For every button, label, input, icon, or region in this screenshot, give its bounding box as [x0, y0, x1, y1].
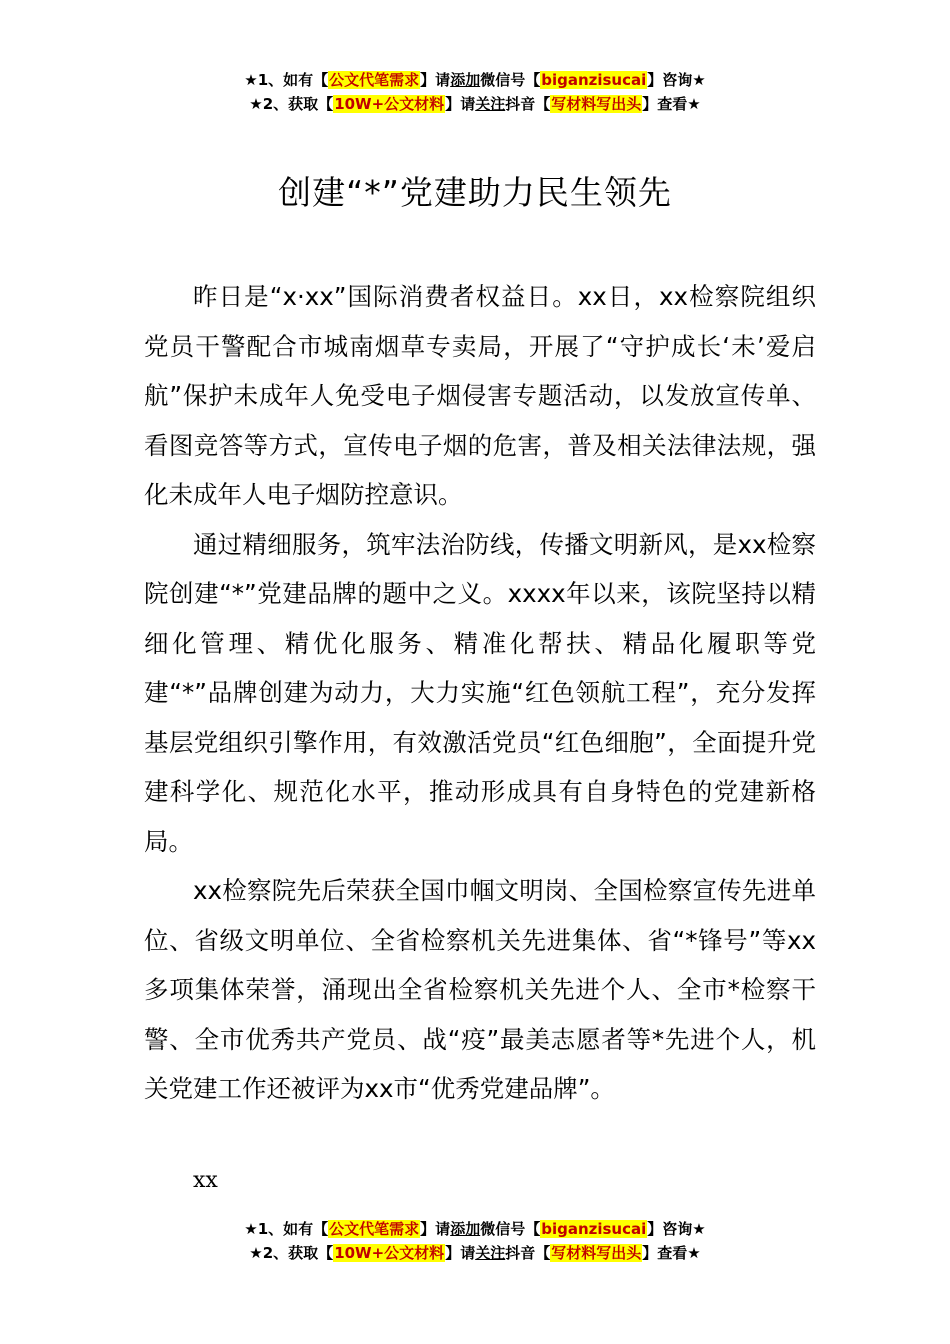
banner-highlight: biganzisucai [541, 1220, 647, 1238]
document-title: 创建“*”党建助力民生领先 [278, 173, 672, 212]
banner-text: ★2、获取【 [249, 95, 334, 113]
banner-text: 】咨询★ [647, 1220, 706, 1238]
banner-underline: 添加 [450, 1220, 481, 1238]
paragraph-3: xx检察院先后荣获全国巾帼文明岗、全国检察宣传先进单位、省级文明单位、全省检察机关先进集体、省“*锋号”等xx多项集体荣誉，涌现出全省检察机关先进个人、全市*检察干警、全市优秀共产党员、战“疫”最美志愿者等*先进个人，机关党建工作还被评为xx市“优秀党建品牌”。 [144, 876, 816, 1103]
banner-text: 抖音【 [505, 95, 551, 113]
banner-text: 】查看★ [642, 95, 701, 113]
footer-banner [0, 1217, 950, 1265]
banner-text: ★1、如有【 [244, 1220, 329, 1238]
banner-highlight: 写材料写出头 [551, 95, 642, 113]
banner-underline: 关注 [475, 1244, 506, 1262]
banner-text: 】请 [445, 95, 476, 113]
banner-text: 】咨询★ [647, 71, 706, 89]
banner-highlight: 公文代笔需求 [329, 71, 420, 89]
banner-underline: 添加 [450, 71, 481, 89]
banner-text: 】请 [420, 1220, 451, 1238]
banner-highlight: 10W+公文材料 [334, 1244, 445, 1262]
banner-line-1 [0, 68, 950, 92]
banner-highlight: biganzisucai [541, 71, 647, 89]
banner-highlight: 10W+公文材料 [334, 95, 445, 113]
banner-text: ★2、获取【 [249, 1244, 334, 1262]
banner-highlight: 写材料写出头 [551, 1244, 642, 1262]
paragraph-2: 通过精细服务，筑牢法治防线，传播文明新风，是xx检察院创建“*”党建品牌的题中之义。xxxx年以来，该院坚持以精细化管理、精优化服务、精准化帮扶、精品化履职等党建“*”品牌创建为动力，大力实施“红色领航工程”，充分发挥基层党组织引擎作用，有效激活党员“红色细胞”，全面提升党建科学化、规范化水平，推动形成具有自身特色的党建新格局。 [144, 529, 816, 856]
banner-text: 微信号【 [480, 71, 541, 89]
banner-text: 】请 [420, 71, 451, 89]
banner-text: ★1、如有【 [244, 71, 329, 89]
banner-text: 】请 [445, 1244, 476, 1262]
paragraph-1: 昨日是“x·xx”国际消费者权益日。xx日，xx检察院组织党员干警配合市城南烟草专卖局，开展了“守护成长‘未’爱启航”保护未成年人免受电子烟侵害专题活动，以发放宣传单、看图竞答等方式，宣传电子烟的危害，普及相关法律法规，强化未成年人电子烟防控意识。 [144, 282, 816, 509]
banner-text: 】查看★ [642, 1244, 701, 1262]
banner-line-2 [0, 1241, 950, 1265]
banner-text: 抖音【 [505, 1244, 551, 1262]
banner-line-2 [0, 92, 950, 116]
signature: xx [193, 1168, 218, 1193]
banner-text: 微信号【 [480, 1220, 541, 1238]
document-body [144, 272, 816, 1114]
header-banner [0, 68, 950, 116]
banner-highlight: 公文代笔需求 [329, 1220, 420, 1238]
banner-underline: 关注 [475, 95, 506, 113]
banner-line-1 [0, 1217, 950, 1241]
